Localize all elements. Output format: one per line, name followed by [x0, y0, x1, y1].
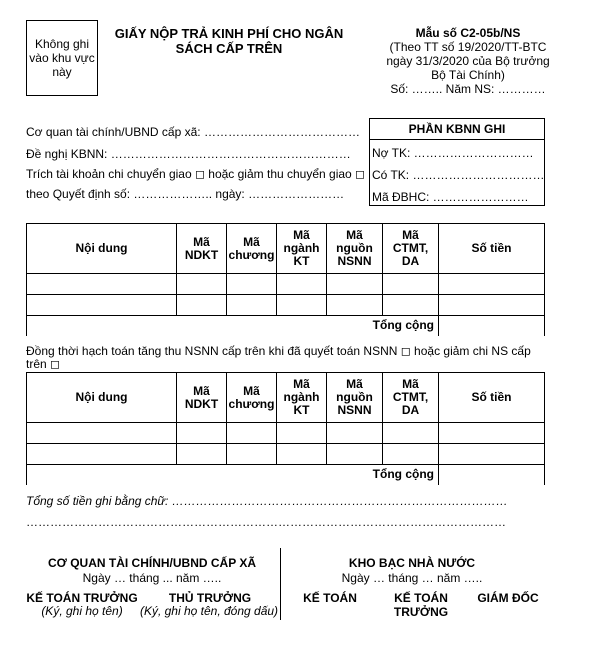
- total-amount-cell[interactable]: [439, 316, 545, 336]
- table-cell[interactable]: [277, 444, 327, 465]
- right-director-title: GIÁM ĐỐC: [477, 591, 539, 605]
- table-row[interactable]: [27, 444, 545, 465]
- table-cell[interactable]: [439, 444, 545, 465]
- header-amount: Số tiền: [439, 373, 545, 423]
- table-cell[interactable]: [227, 423, 277, 444]
- table-header-row: [27, 224, 545, 274]
- no-write-box: [26, 20, 98, 96]
- kbnn-box: [369, 118, 545, 206]
- table-cell[interactable]: [383, 295, 439, 316]
- header-ctmt: Mã CTMT, DA: [383, 373, 439, 423]
- right-date: Ngày … tháng … năm …..: [341, 571, 483, 585]
- credit-account-field[interactable]: Có TK: ……………………………: [372, 168, 545, 182]
- total-row: [27, 316, 545, 336]
- left-date: Ngày … tháng ... năm …..: [82, 571, 222, 585]
- total-row: [27, 465, 545, 485]
- left-accountant-note: (Ký, ghi họ tên): [41, 604, 123, 618]
- header-source: Mã nguồn NSNN: [327, 373, 383, 423]
- table-cell[interactable]: [277, 423, 327, 444]
- table-cell[interactable]: [439, 295, 545, 316]
- right-chief-accountant-title: KẾ TOÁN TRƯỞNG: [393, 591, 449, 619]
- table-cell[interactable]: [227, 274, 277, 295]
- header-ndkt: Mã NDKT: [177, 224, 227, 274]
- table-cell[interactable]: [277, 295, 327, 316]
- left-org-title: CƠ QUAN TÀI CHÍNH/UBND CẤP XÃ: [47, 556, 257, 570]
- payment-table-2: [26, 372, 545, 485]
- table-header-row: [27, 373, 545, 423]
- table-cell[interactable]: [439, 423, 545, 444]
- header-ndkt: Mã NDKT: [177, 373, 227, 423]
- debit-account-field[interactable]: Nợ TK: …………………………: [372, 146, 534, 160]
- header-chapter: Mã chương: [227, 224, 277, 274]
- table-row[interactable]: [27, 295, 545, 316]
- transfer-field[interactable]: Trích tài khoản chi chuyển giao ◻ hoặc giảm thu chuyển giao ◻: [26, 167, 366, 181]
- form-code-block: [368, 26, 568, 96]
- header-industry: Mã ngành KT: [277, 224, 327, 274]
- number-line: Số: …….. Năm NS: …………: [390, 82, 546, 96]
- regulation-line-3: Bộ Tài Chính): [431, 68, 505, 82]
- header-content: Nội dung: [27, 224, 177, 274]
- left-head-title: THỦ TRƯỞNG: [168, 591, 252, 605]
- amount-in-words-continuation[interactable]: …………………………………………………………………………………………………………: [26, 515, 506, 529]
- total-amount-cell[interactable]: [439, 465, 545, 485]
- table-cell[interactable]: [439, 274, 545, 295]
- table-cell[interactable]: [227, 444, 277, 465]
- payment-table-1: [26, 223, 545, 336]
- dbhc-code-field[interactable]: Mã ĐBHC: ……………………: [372, 190, 529, 204]
- right-org-title: KHO BẠC NHÀ NƯỚC: [348, 556, 476, 570]
- left-head-note: (Ký, ghi họ tên, đóng dấu): [139, 604, 279, 618]
- header-ctmt: Mã CTMT, DA: [383, 224, 439, 274]
- table-cell[interactable]: [177, 295, 227, 316]
- table-cell[interactable]: [327, 444, 383, 465]
- table-cell[interactable]: [27, 295, 177, 316]
- table-row[interactable]: [27, 274, 545, 295]
- kbnn-title: PHẦN KBNN GHI: [370, 119, 544, 140]
- table-cell[interactable]: [383, 444, 439, 465]
- table-cell[interactable]: [177, 444, 227, 465]
- table-cell[interactable]: [327, 274, 383, 295]
- decision-field[interactable]: theo Quyết định số: ……………….. ngày: ……………………: [26, 187, 345, 201]
- right-accountant-title: KẾ TOÁN: [303, 591, 357, 605]
- form-title: GIẤY NỘP TRẢ KINH PHÍ CHO NGÂN SÁCH CẤP TRÊN: [114, 26, 344, 56]
- regulation-line-2: ngày 31/3/2020 của Bộ trưởng: [386, 54, 550, 68]
- header-content: Nội dung: [27, 373, 177, 423]
- no-write-text: Không ghi vào khu vực này: [29, 37, 95, 79]
- table-cell[interactable]: [27, 274, 177, 295]
- concurrent-note[interactable]: Đồng thời hạch toán tăng thu NSNN cấp trên khi đã quyết toán NSNN ◻ hoặc giảm chi NS cấp trên ◻: [26, 344, 531, 371]
- total-label: Tổng cộng: [27, 316, 439, 336]
- table-cell[interactable]: [383, 274, 439, 295]
- header-source: Mã nguồn NSNN: [327, 224, 383, 274]
- table-cell[interactable]: [383, 423, 439, 444]
- header-chapter: Mã chương: [227, 373, 277, 423]
- form-code: Mẫu số C2-05b/NS: [415, 26, 521, 40]
- table-cell[interactable]: [327, 295, 383, 316]
- table-cell[interactable]: [177, 274, 227, 295]
- table-cell[interactable]: [327, 423, 383, 444]
- total-label: Tổng cộng: [27, 465, 439, 485]
- table-cell[interactable]: [227, 295, 277, 316]
- table-cell[interactable]: [277, 274, 327, 295]
- regulation-line-1: (Theo TT số 19/2020/TT-BTC: [389, 40, 547, 54]
- table-row[interactable]: [27, 423, 545, 444]
- header-amount: Số tiền: [439, 224, 545, 274]
- agency-field[interactable]: Cơ quan tài chính/UBND cấp xã: …………………………………: [26, 125, 360, 139]
- table-cell[interactable]: [27, 423, 177, 444]
- amount-in-words-field[interactable]: Tổng số tiền ghi bằng chữ: …………………………………………………………………………: [26, 494, 508, 508]
- table-cell[interactable]: [27, 444, 177, 465]
- left-accountant-title: KẾ TOÁN TRƯỞNG: [26, 591, 138, 605]
- header-industry: Mã ngành KT: [277, 373, 327, 423]
- request-field[interactable]: Đề nghị KBNN: ……………………………………………………: [26, 147, 351, 161]
- table-cell[interactable]: [177, 423, 227, 444]
